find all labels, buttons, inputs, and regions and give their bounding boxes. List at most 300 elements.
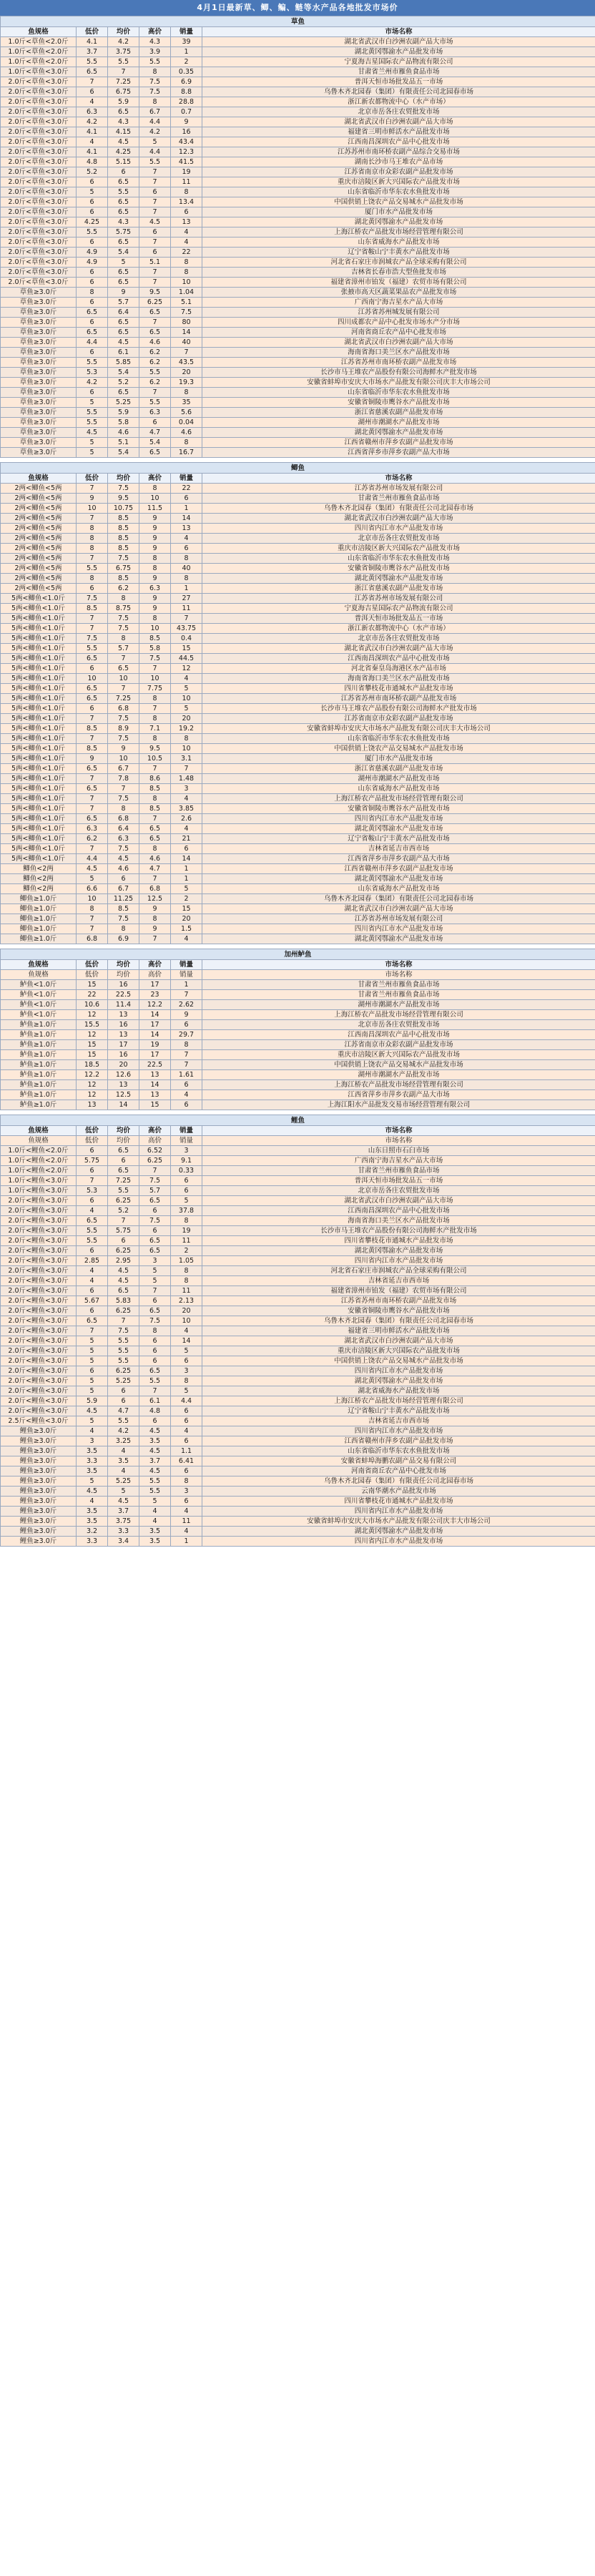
avg-price-cell: 6: [108, 1396, 139, 1406]
low-price-cell: 5: [77, 1346, 108, 1356]
spec-cell: 5两<鲫鱼<1.0斤: [1, 714, 77, 724]
market-name-cell: 中国供销上饶农产品交易城水产品批发市场: [202, 1060, 595, 1070]
volume-cell: 13.4: [171, 197, 202, 207]
low-price-cell: 6: [77, 1196, 108, 1206]
avg-price-cell: 9: [108, 288, 139, 298]
avg-price-cell: 7.8: [108, 774, 139, 784]
spec-cell: 鲫鱼≥1.0斤: [1, 914, 77, 924]
high-price-cell: 12.2: [139, 1000, 171, 1010]
low-price-cell: 6: [77, 318, 108, 328]
avg-price-cell: 6.5: [108, 318, 139, 328]
high-price-cell: 9.5: [139, 288, 171, 298]
volume-cell: 8: [171, 1276, 202, 1286]
market-name-cell: 北京市岳各庄农贸批发市场: [202, 1186, 595, 1196]
spec-cell: 2.0斤<鲤鱼<3.0斤: [1, 1296, 77, 1306]
avg-price-cell: 5: [108, 1487, 139, 1497]
avg-price-cell: 17: [108, 1040, 139, 1050]
low-price-cell: 低价: [77, 1136, 108, 1146]
spec-cell: 鲈鱼≥1.0斤: [1, 1050, 77, 1060]
avg-price-cell: 12.6: [108, 1070, 139, 1080]
volume-cell: 8: [171, 1376, 202, 1386]
spec-cell: 2.0斤<鲤鱼<3.0斤: [1, 1256, 77, 1266]
spec-cell: 2.0斤<草鱼<3.0斤: [1, 117, 77, 127]
market-name-cell: 福建省三明市鲜活水产品批发市场: [202, 127, 595, 137]
volume-cell: 43.4: [171, 137, 202, 147]
high-price-cell: 6.25: [139, 298, 171, 308]
spec-cell: 2两<鲫鱼<5两: [1, 584, 77, 594]
high-price-cell: 6: [139, 1346, 171, 1356]
spec-cell: 5两<鲫鱼<1.0斤: [1, 844, 77, 854]
avg-price-cell: 6.7: [108, 764, 139, 774]
high-price-cell: 8.5: [139, 804, 171, 814]
market-name-cell: 江西省赣州市萍乡农副产品批发市场: [202, 864, 595, 874]
avg-price-cell: 6.4: [108, 308, 139, 318]
market-name-cell: 四川省内江市水产品批发市场: [202, 1507, 595, 1517]
low-price-cell: 5: [77, 1476, 108, 1487]
table-row: [1, 824, 595, 834]
avg-price-cell: 10: [108, 674, 139, 684]
table-header-row: [1, 27, 595, 37]
table-row: [1, 684, 595, 694]
volume-cell: 2: [171, 57, 202, 67]
spec-cell: 鲫鱼≥1.0斤: [1, 924, 77, 934]
high-price-cell: 8: [139, 614, 171, 624]
market-name-cell: 重庆市涪陵区新大兴国际农产品批发市场: [202, 1346, 595, 1356]
high-price-cell: 7: [139, 1166, 171, 1176]
low-price-cell: 8: [77, 524, 108, 534]
spec-cell: 鲤鱼≥3.0斤: [1, 1507, 77, 1517]
avg-price-cell: 4.5: [108, 1276, 139, 1286]
avg-price-cell: 4.5: [108, 137, 139, 147]
spec-cell: 2.0斤<草鱼<3.0斤: [1, 237, 77, 248]
avg-price-cell: 6: [108, 1386, 139, 1396]
volume-cell: 4.6: [171, 428, 202, 438]
volume-cell: 4: [171, 237, 202, 248]
volume-cell: 8: [171, 388, 202, 398]
table-row: [1, 147, 595, 157]
avg-price-cell: 7.5: [108, 484, 139, 494]
table-row: [1, 1396, 595, 1406]
table-row: [1, 514, 595, 524]
low-price-cell: 5: [77, 448, 108, 458]
spec-cell: 5两<鲫鱼<1.0斤: [1, 664, 77, 674]
market-name-cell: 江苏省苏州市场发展有限公司: [202, 484, 595, 494]
spec-cell: 5两<鲫鱼<1.0斤: [1, 684, 77, 694]
table-row: [1, 1040, 595, 1050]
high-price-cell: 9.5: [139, 744, 171, 754]
spec-cell: 鲈鱼≥1.0斤: [1, 1030, 77, 1040]
volume-cell: 8: [171, 1476, 202, 1487]
market-name-cell: 浙江省慈溪农副产品批发市场: [202, 584, 595, 594]
avg-price-cell: 3.7: [108, 1507, 139, 1517]
volume-cell: 1: [171, 864, 202, 874]
low-price-cell: 3.3: [77, 1456, 108, 1466]
high-price-cell: 5.5: [139, 57, 171, 67]
table-row: [1, 1346, 595, 1356]
high-price-cell: 7: [139, 278, 171, 288]
market-name-cell: 四川省内江市水产品批发市场: [202, 814, 595, 824]
market-name-cell: 市场名称: [202, 1136, 595, 1146]
spec-cell: 2两<鲫鱼<5两: [1, 544, 77, 554]
spec-cell: 2两<鲫鱼<5两: [1, 514, 77, 524]
high-price-cell: 6.52: [139, 1146, 171, 1156]
volume-cell: 5: [171, 1196, 202, 1206]
table-row: [1, 794, 595, 804]
high-price-cell: 7.5: [139, 87, 171, 97]
market-name-cell: 甘肃省兰州市雁鱼食品市场: [202, 990, 595, 1000]
avg-price-cell: 6.5: [108, 207, 139, 217]
spec-cell: 2两<鲫鱼<5两: [1, 534, 77, 544]
market-name-cell: 安徽省铜陵市鹰谷水产品批发市场: [202, 804, 595, 814]
table-row: [1, 1020, 595, 1030]
volume-cell: 0.4: [171, 634, 202, 644]
low-price-cell: 6: [77, 1306, 108, 1316]
market-name-cell: 江西省萍乡市萍乡农副产品大市场: [202, 854, 595, 864]
market-name-cell: 湖北省武汉市白沙洲农副产品大市场: [202, 1336, 595, 1346]
high-price-cell: 8: [139, 484, 171, 494]
high-price-cell: 9: [139, 524, 171, 534]
table-row: [1, 1476, 595, 1487]
market-name-cell: 吉林省长春市浩大型鱼批发市场: [202, 268, 595, 278]
avg-price-cell: 5.1: [108, 438, 139, 448]
volume-cell: 5: [171, 1346, 202, 1356]
volume-cell: 8: [171, 1266, 202, 1276]
table-row: [1, 534, 595, 544]
market-name-cell: 江西省萍乡市萍乡农副产品大市场: [202, 448, 595, 458]
volume-cell: 20: [171, 714, 202, 724]
low-price-cell: 7: [77, 77, 108, 87]
table-row: [1, 328, 595, 338]
low-price-cell: 5: [77, 874, 108, 884]
high-price-cell: 5: [139, 137, 171, 147]
table-row: [1, 1356, 595, 1366]
low-price-cell: 6: [77, 664, 108, 674]
high-price-cell: 4: [139, 1517, 171, 1527]
high-price-cell: 7: [139, 388, 171, 398]
low-price-cell: 7: [77, 804, 108, 814]
section-title: 草鱼: [1, 16, 595, 27]
avg-price-cell: 7.5: [108, 714, 139, 724]
low-price-cell: 10: [77, 894, 108, 904]
table-row: [1, 524, 595, 534]
volume-cell: 27: [171, 594, 202, 604]
high-price-cell: 7: [139, 237, 171, 248]
volume-cell: 20: [171, 914, 202, 924]
table-row: [1, 1336, 595, 1346]
avg-price-cell: 7.5: [108, 794, 139, 804]
spec-cell: 2.0斤<草鱼<3.0斤: [1, 268, 77, 278]
high-price-cell: 7: [139, 197, 171, 207]
table-row: [1, 494, 595, 504]
high-price-cell: 8: [139, 564, 171, 574]
high-price-cell: 7: [139, 704, 171, 714]
spec-cell: 鲈鱼≥1.0斤: [1, 1040, 77, 1050]
volume-cell: 0.04: [171, 418, 202, 428]
low-price-cell: 6.5: [77, 764, 108, 774]
low-price-cell: 6: [77, 704, 108, 714]
volume-cell: 4: [171, 824, 202, 834]
column-header: 低价: [77, 474, 108, 484]
table-row: [1, 197, 595, 207]
table-row: [1, 774, 595, 784]
table-row: [1, 87, 595, 97]
market-name-cell: 湖北省武汉市白沙洲农副产品大市场: [202, 1196, 595, 1206]
market-name-cell: 江西南昌深圳农产品中心批发市场: [202, 137, 595, 147]
high-price-cell: 6.1: [139, 1396, 171, 1406]
market-name-cell: 福建省漳州市铂发（福建）农贸市场有限公司: [202, 1286, 595, 1296]
low-price-cell: 6: [77, 177, 108, 187]
avg-price-cell: 6.25: [108, 1306, 139, 1316]
volume-cell: 11: [171, 1286, 202, 1296]
volume-cell: 14: [171, 854, 202, 864]
avg-price-cell: 6: [108, 1156, 139, 1166]
volume-cell: 1: [171, 584, 202, 594]
avg-price-cell: 均价: [108, 970, 139, 980]
table-row: [1, 970, 595, 980]
avg-price-cell: 4.6: [108, 428, 139, 438]
volume-cell: 1.61: [171, 1070, 202, 1080]
table-row: [1, 438, 595, 448]
volume-cell: 22: [171, 484, 202, 494]
table-row: [1, 694, 595, 704]
table-row: [1, 57, 595, 67]
table-header-row: [1, 474, 595, 484]
column-header: 均价: [108, 1126, 139, 1136]
high-price-cell: 3.7: [139, 1456, 171, 1466]
avg-price-cell: 4.5: [108, 1266, 139, 1276]
high-price-cell: 8: [139, 694, 171, 704]
high-price-cell: 17: [139, 980, 171, 990]
volume-cell: 40: [171, 564, 202, 574]
avg-price-cell: 5.9: [108, 408, 139, 418]
high-price-cell: 17: [139, 1050, 171, 1060]
volume-cell: 1.04: [171, 288, 202, 298]
table-row: [1, 1266, 595, 1276]
avg-price-cell: 5.2: [108, 1206, 139, 1216]
market-name-cell: 湖北省武汉市白沙洲农副产品大市场: [202, 37, 595, 47]
table-row: [1, 117, 595, 127]
market-name-cell: 湖北省武汉市白沙洲农副产品大市场: [202, 644, 595, 654]
volume-cell: 1: [171, 47, 202, 57]
volume-cell: 43.75: [171, 624, 202, 634]
avg-price-cell: 4.5: [108, 854, 139, 864]
spec-cell: 5两<鲫鱼<1.0斤: [1, 814, 77, 824]
table-row: [1, 298, 595, 308]
column-header: 市场名称: [202, 960, 595, 970]
high-price-cell: 6.5: [139, 1236, 171, 1246]
market-name-cell: 湖北黄冈鄂渝水产品批发市场: [202, 574, 595, 584]
avg-price-cell: 7: [108, 684, 139, 694]
volume-cell: 20: [171, 368, 202, 378]
market-name-cell: 上海江桥农产品批发市场经营管理有限公司: [202, 1010, 595, 1020]
low-price-cell: 5.5: [77, 564, 108, 574]
market-name-cell: 湖州市潮湖水产品批发市场: [202, 1070, 595, 1080]
volume-cell: 28.8: [171, 97, 202, 107]
avg-price-cell: 3.75: [108, 47, 139, 57]
high-price-cell: 5.1: [139, 258, 171, 268]
spec-cell: 2两<鲫鱼<5两: [1, 504, 77, 514]
volume-cell: 19.2: [171, 724, 202, 734]
high-price-cell: 高价: [139, 1136, 171, 1146]
avg-price-cell: 6.5: [108, 1286, 139, 1296]
spec-cell: 草鱼≥3.0斤: [1, 448, 77, 458]
low-price-cell: 7: [77, 1326, 108, 1336]
low-price-cell: 5: [77, 187, 108, 197]
high-price-cell: 6.5: [139, 308, 171, 318]
volume-cell: 4: [171, 934, 202, 944]
spec-cell: 1.0斤<鲤鱼<2.0斤: [1, 1166, 77, 1176]
avg-price-cell: 6.25: [108, 1196, 139, 1206]
high-price-cell: 6: [139, 1336, 171, 1346]
spec-cell: 2两<鲫鱼<5两: [1, 494, 77, 504]
low-price-cell: 5: [77, 438, 108, 448]
avg-price-cell: 16: [108, 980, 139, 990]
low-price-cell: 9: [77, 754, 108, 764]
high-price-cell: 6.5: [139, 1196, 171, 1206]
avg-price-cell: 8.5: [108, 534, 139, 544]
volume-cell: 6: [171, 1020, 202, 1030]
high-price-cell: 14: [139, 1010, 171, 1020]
table-row: [1, 1426, 595, 1436]
low-price-cell: 3.5: [77, 1507, 108, 1517]
low-price-cell: 6: [77, 388, 108, 398]
low-price-cell: 6: [77, 197, 108, 207]
spec-cell: 草鱼≥3.0斤: [1, 408, 77, 418]
volume-cell: 2: [171, 894, 202, 904]
spec-cell: 2.0斤<鲤鱼<3.0斤: [1, 1316, 77, 1326]
high-price-cell: 7: [139, 207, 171, 217]
volume-cell: 80: [171, 318, 202, 328]
volume-cell: 37.8: [171, 1206, 202, 1216]
market-name-cell: 广西南宁海吉星水产品大市场: [202, 298, 595, 308]
volume-cell: 8: [171, 1216, 202, 1226]
high-price-cell: 4: [139, 1507, 171, 1517]
volume-cell: 8: [171, 187, 202, 197]
low-price-cell: 5.67: [77, 1296, 108, 1306]
spec-cell: 鲤鱼≥3.0斤: [1, 1537, 77, 1547]
volume-cell: 8: [171, 258, 202, 268]
low-price-cell: 7: [77, 1176, 108, 1186]
low-price-cell: 22: [77, 990, 108, 1000]
low-price-cell: 6: [77, 1166, 108, 1176]
high-price-cell: 5: [139, 1276, 171, 1286]
high-price-cell: 7.5: [139, 1216, 171, 1226]
low-price-cell: 7.5: [77, 594, 108, 604]
table-row: [1, 1136, 595, 1146]
avg-price-cell: 6.5: [108, 197, 139, 207]
spec-cell: 鲤鱼≥3.0斤: [1, 1517, 77, 1527]
table-row: [1, 814, 595, 824]
high-price-cell: 7.5: [139, 1316, 171, 1326]
low-price-cell: 12.2: [77, 1070, 108, 1080]
volume-cell: 11: [171, 1517, 202, 1527]
spec-cell: 2.0斤<草鱼<3.0斤: [1, 87, 77, 97]
spec-cell: 鲤鱼≥3.0斤: [1, 1456, 77, 1466]
volume-cell: 6: [171, 844, 202, 854]
volume-cell: 5.1: [171, 298, 202, 308]
low-price-cell: 7: [77, 844, 108, 854]
table-row: [1, 624, 595, 634]
volume-cell: 1.05: [171, 1256, 202, 1266]
market-name-cell: 山东省威海水产品批发市场: [202, 784, 595, 794]
table-row: [1, 574, 595, 584]
column-header: 市场名称: [202, 1126, 595, 1136]
table-row: [1, 157, 595, 167]
low-price-cell: 7: [77, 794, 108, 804]
market-name-cell: 长沙市马王堆农产品股份有限公司海鲜水产批发市场: [202, 368, 595, 378]
low-price-cell: 4.1: [77, 37, 108, 47]
high-price-cell: 7: [139, 167, 171, 177]
table-row: [1, 1146, 595, 1156]
high-price-cell: 5: [139, 1266, 171, 1276]
volume-cell: 6.9: [171, 77, 202, 87]
market-name-cell: 普洱天恒市场批发品五一市场: [202, 1176, 595, 1186]
spec-cell: 1.0斤<鲤鱼<3.0斤: [1, 1186, 77, 1196]
high-price-cell: 8: [139, 554, 171, 564]
low-price-cell: 6.5: [77, 694, 108, 704]
high-price-cell: 9: [139, 924, 171, 934]
avg-price-cell: 7.5: [108, 734, 139, 744]
high-price-cell: 14: [139, 1030, 171, 1040]
spec-cell: 2.0斤<草鱼<3.0斤: [1, 157, 77, 167]
table-row: [1, 734, 595, 744]
high-price-cell: 8: [139, 844, 171, 854]
table-row: [1, 1497, 595, 1507]
market-name-cell: 四川省内江市水产品批发市场: [202, 524, 595, 534]
avg-price-cell: 13: [108, 1030, 139, 1040]
low-price-cell: 5.5: [77, 57, 108, 67]
table-row: [1, 248, 595, 258]
low-price-cell: 6.5: [77, 1316, 108, 1326]
section-title: 加州鲈鱼: [1, 949, 595, 960]
volume-cell: 1.1: [171, 1446, 202, 1456]
spec-cell: 5两<鲫鱼<1.0斤: [1, 804, 77, 814]
spec-cell: 5两<鲫鱼<1.0斤: [1, 674, 77, 684]
low-price-cell: 6.6: [77, 884, 108, 894]
market-name-cell: 山东省临沂市华东农水鱼批发市场: [202, 1446, 595, 1456]
spec-cell: 草鱼≥3.0斤: [1, 348, 77, 358]
volume-cell: 0.33: [171, 1166, 202, 1176]
volume-cell: 3: [171, 1366, 202, 1376]
spec-cell: 草鱼≥3.0斤: [1, 418, 77, 428]
market-name-cell: 重庆市涪陵区新大兴国际农产品批发市场: [202, 177, 595, 187]
low-price-cell: 7: [77, 774, 108, 784]
table-row: [1, 704, 595, 714]
table-row: [1, 1326, 595, 1336]
high-price-cell: 8: [139, 1326, 171, 1336]
avg-price-cell: 6.8: [108, 814, 139, 824]
table-row: [1, 1060, 595, 1070]
avg-price-cell: 5.2: [108, 378, 139, 388]
volume-cell: 11: [171, 604, 202, 614]
avg-price-cell: 16: [108, 1050, 139, 1060]
table-row: [1, 1276, 595, 1286]
low-price-cell: 3.7: [77, 47, 108, 57]
spec-cell: 鱼规格: [1, 1136, 77, 1146]
avg-price-cell: 6.25: [108, 1366, 139, 1376]
high-price-cell: 9: [139, 544, 171, 554]
column-header: 鱼规格: [1, 960, 77, 970]
volume-cell: 14: [171, 514, 202, 524]
market-name-cell: 湖北黄冈鄂渝水产品批发市场: [202, 217, 595, 227]
volume-cell: 5.6: [171, 408, 202, 418]
spec-cell: 1.0斤<鲤鱼<2.0斤: [1, 1156, 77, 1166]
low-price-cell: 3.5: [77, 1517, 108, 1527]
volume-cell: 7: [171, 614, 202, 624]
volume-cell: 销量: [171, 1136, 202, 1146]
volume-cell: 6: [171, 494, 202, 504]
volume-cell: 9.1: [171, 1156, 202, 1166]
